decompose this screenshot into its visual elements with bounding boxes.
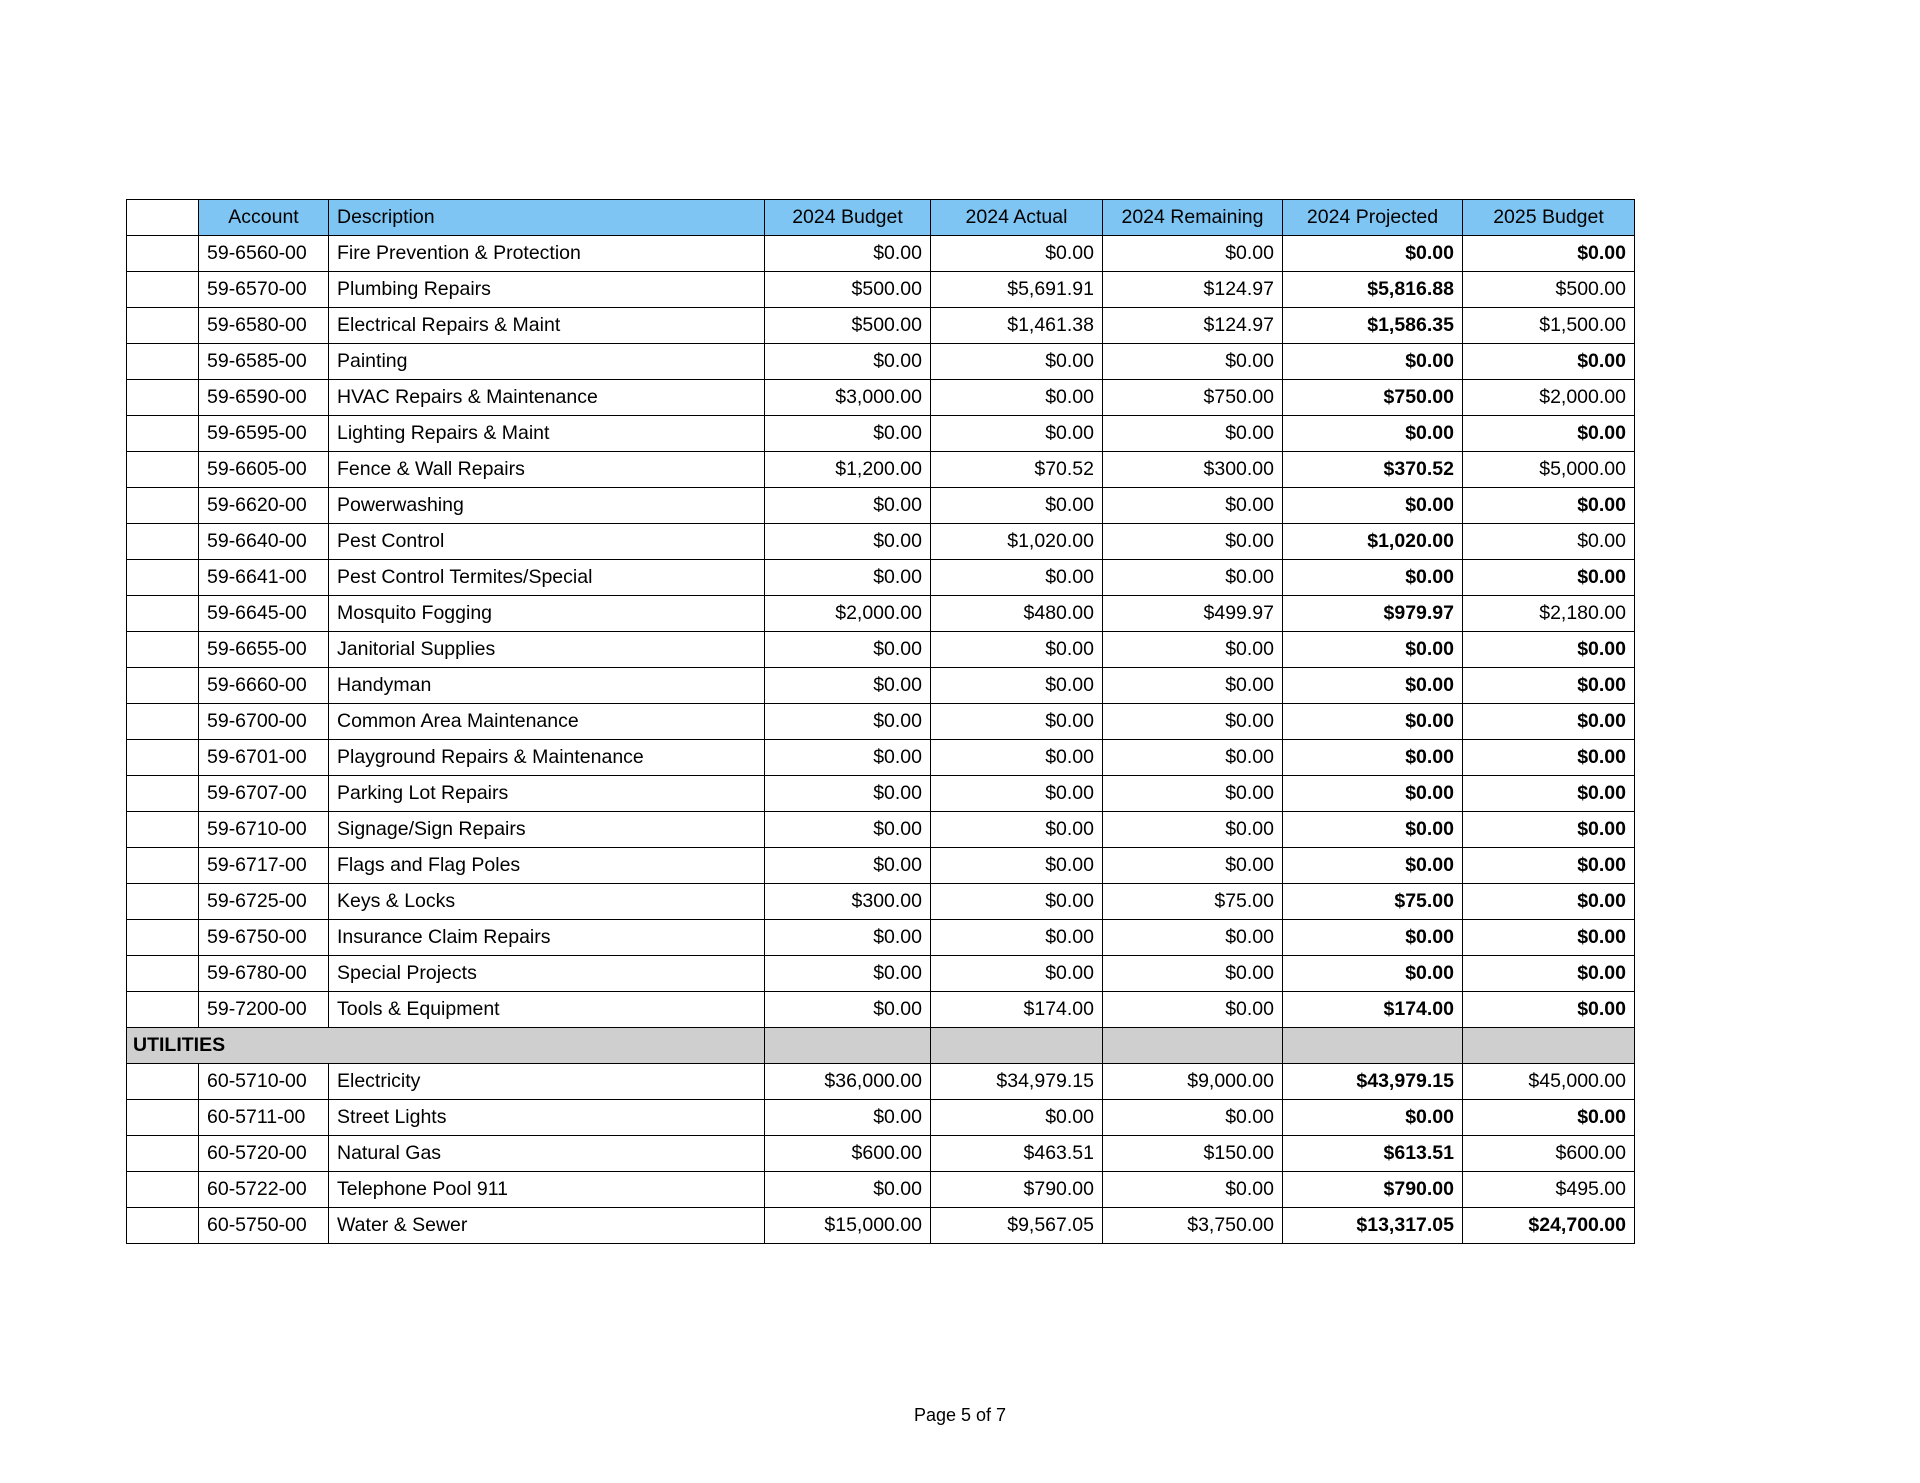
cell-account: 59-6620-00 [199, 488, 329, 524]
header-actual-2024: 2024 Actual [931, 200, 1103, 236]
cell-budget-2024: $15,000.00 [765, 1208, 931, 1244]
cell-remaining-2024: $0.00 [1103, 488, 1283, 524]
cell-budget-2025: $0.00 [1463, 1100, 1635, 1136]
cell-projected-2024: $0.00 [1283, 488, 1463, 524]
cell-budget-2024: $0.00 [765, 1172, 931, 1208]
row-marker-cell [127, 560, 199, 596]
cell-actual-2024: $463.51 [931, 1136, 1103, 1172]
cell-projected-2024: $0.00 [1283, 560, 1463, 596]
cell-remaining-2024: $0.00 [1103, 776, 1283, 812]
cell-remaining-2024: $0.00 [1103, 416, 1283, 452]
cell-projected-2024: $0.00 [1283, 632, 1463, 668]
table-section-row [127, 1028, 1635, 1064]
section-label: UTILITIES [127, 1028, 765, 1064]
table-row [127, 560, 1635, 596]
cell-remaining-2024: $0.00 [1103, 812, 1283, 848]
cell-projected-2024: $0.00 [1283, 812, 1463, 848]
table-header [127, 200, 1635, 236]
cell-projected-2024: $43,979.15 [1283, 1064, 1463, 1100]
cell-budget-2025: $0.00 [1463, 416, 1635, 452]
cell-actual-2024: $0.00 [931, 740, 1103, 776]
row-marker-cell [127, 1136, 199, 1172]
cell-actual-2024: $0.00 [931, 236, 1103, 272]
cell-description: Electricity [329, 1064, 765, 1100]
cell-account: 59-6640-00 [199, 524, 329, 560]
cell-account: 59-6750-00 [199, 920, 329, 956]
cell-budget-2025: $0.00 [1463, 524, 1635, 560]
row-marker-cell [127, 236, 199, 272]
table-row [127, 344, 1635, 380]
cell-description: Telephone Pool 911 [329, 1172, 765, 1208]
row-marker-cell [127, 596, 199, 632]
table-row [127, 884, 1635, 920]
table-row [127, 380, 1635, 416]
cell-budget-2025: $0.00 [1463, 812, 1635, 848]
cell-description: Mosquito Fogging [329, 596, 765, 632]
cell-account: 59-6570-00 [199, 272, 329, 308]
cell-account: 59-6717-00 [199, 848, 329, 884]
cell-budget-2025: $0.00 [1463, 632, 1635, 668]
cell-budget-2025: $0.00 [1463, 236, 1635, 272]
cell-budget-2025: $1,500.00 [1463, 308, 1635, 344]
cell-description: Electrical Repairs & Maint [329, 308, 765, 344]
cell-account: 60-5720-00 [199, 1136, 329, 1172]
row-marker-cell [127, 452, 199, 488]
table-row [127, 1208, 1635, 1244]
cell-description: Insurance Claim Repairs [329, 920, 765, 956]
cell-description: Common Area Maintenance [329, 704, 765, 740]
cell-actual-2024: $1,020.00 [931, 524, 1103, 560]
row-marker-cell [127, 704, 199, 740]
cell-account: 59-6710-00 [199, 812, 329, 848]
cell-account: 59-6605-00 [199, 452, 329, 488]
cell-budget-2024: $0.00 [765, 344, 931, 380]
header-account: Account [199, 200, 329, 236]
row-marker-cell [127, 632, 199, 668]
cell-budget-2024: $500.00 [765, 272, 931, 308]
cell-remaining-2024: $0.00 [1103, 1172, 1283, 1208]
cell-projected-2024: $0.00 [1283, 776, 1463, 812]
cell-account: 59-6580-00 [199, 308, 329, 344]
section-empty-cell [1103, 1028, 1283, 1064]
cell-account: 60-5710-00 [199, 1064, 329, 1100]
row-marker-cell [127, 668, 199, 704]
cell-budget-2024: $600.00 [765, 1136, 931, 1172]
cell-budget-2024: $0.00 [765, 416, 931, 452]
cell-account: 59-6641-00 [199, 560, 329, 596]
header-projected-2024: 2024 Projected [1283, 200, 1463, 236]
cell-description: Lighting Repairs & Maint [329, 416, 765, 452]
cell-remaining-2024: $124.97 [1103, 272, 1283, 308]
table-row [127, 992, 1635, 1028]
row-marker-cell [127, 812, 199, 848]
header-remaining-2024: 2024 Remaining [1103, 200, 1283, 236]
cell-budget-2024: $3,000.00 [765, 380, 931, 416]
cell-projected-2024: $0.00 [1283, 344, 1463, 380]
cell-description: Janitorial Supplies [329, 632, 765, 668]
cell-account: 59-6560-00 [199, 236, 329, 272]
cell-actual-2024: $1,461.38 [931, 308, 1103, 344]
cell-budget-2025: $0.00 [1463, 344, 1635, 380]
cell-budget-2024: $0.00 [765, 956, 931, 992]
cell-projected-2024: $750.00 [1283, 380, 1463, 416]
cell-actual-2024: $0.00 [931, 812, 1103, 848]
cell-projected-2024: $13,317.05 [1283, 1208, 1463, 1244]
cell-actual-2024: $0.00 [931, 668, 1103, 704]
table-row [127, 704, 1635, 740]
table-row [127, 956, 1635, 992]
cell-remaining-2024: $150.00 [1103, 1136, 1283, 1172]
cell-projected-2024: $75.00 [1283, 884, 1463, 920]
cell-projected-2024: $0.00 [1283, 740, 1463, 776]
cell-budget-2025: $0.00 [1463, 560, 1635, 596]
cell-remaining-2024: $750.00 [1103, 380, 1283, 416]
cell-actual-2024: $0.00 [931, 920, 1103, 956]
table-row [127, 1136, 1635, 1172]
table-body [127, 236, 1635, 1244]
cell-actual-2024: $0.00 [931, 884, 1103, 920]
table-row [127, 920, 1635, 956]
table-row [127, 452, 1635, 488]
cell-description: Painting [329, 344, 765, 380]
table-row [127, 524, 1635, 560]
cell-budget-2025: $0.00 [1463, 956, 1635, 992]
cell-account: 59-6645-00 [199, 596, 329, 632]
cell-remaining-2024: $0.00 [1103, 236, 1283, 272]
section-empty-cell [1463, 1028, 1635, 1064]
cell-account: 59-6707-00 [199, 776, 329, 812]
row-marker-cell [127, 920, 199, 956]
row-marker-cell [127, 272, 199, 308]
row-marker-cell [127, 848, 199, 884]
cell-budget-2025: $0.00 [1463, 488, 1635, 524]
cell-actual-2024: $0.00 [931, 704, 1103, 740]
cell-budget-2024: $1,200.00 [765, 452, 931, 488]
cell-description: Street Lights [329, 1100, 765, 1136]
cell-actual-2024: $34,979.15 [931, 1064, 1103, 1100]
header-row [127, 200, 1635, 236]
cell-budget-2024: $500.00 [765, 308, 931, 344]
section-empty-cell [765, 1028, 931, 1064]
cell-description: Keys & Locks [329, 884, 765, 920]
cell-budget-2024: $0.00 [765, 632, 931, 668]
table-row [127, 416, 1635, 452]
cell-account: 60-5750-00 [199, 1208, 329, 1244]
cell-projected-2024: $0.00 [1283, 704, 1463, 740]
cell-projected-2024: $0.00 [1283, 920, 1463, 956]
cell-projected-2024: $174.00 [1283, 992, 1463, 1028]
cell-projected-2024: $979.97 [1283, 596, 1463, 632]
cell-budget-2025: $0.00 [1463, 704, 1635, 740]
cell-budget-2025: $0.00 [1463, 668, 1635, 704]
cell-budget-2025: $0.00 [1463, 776, 1635, 812]
cell-remaining-2024: $3,750.00 [1103, 1208, 1283, 1244]
cell-actual-2024: $0.00 [931, 1100, 1103, 1136]
cell-remaining-2024: $0.00 [1103, 848, 1283, 884]
cell-projected-2024: $5,816.88 [1283, 272, 1463, 308]
cell-projected-2024: $1,020.00 [1283, 524, 1463, 560]
cell-remaining-2024: $0.00 [1103, 632, 1283, 668]
cell-remaining-2024: $0.00 [1103, 524, 1283, 560]
cell-budget-2024: $0.00 [765, 992, 931, 1028]
table-row [127, 596, 1635, 632]
row-marker-cell [127, 416, 199, 452]
cell-projected-2024: $370.52 [1283, 452, 1463, 488]
section-empty-cell [931, 1028, 1103, 1064]
cell-account: 59-6660-00 [199, 668, 329, 704]
cell-budget-2024: $0.00 [765, 812, 931, 848]
cell-description: Plumbing Repairs [329, 272, 765, 308]
row-marker-cell [127, 344, 199, 380]
cell-budget-2024: $0.00 [765, 524, 931, 560]
cell-budget-2025: $0.00 [1463, 920, 1635, 956]
cell-projected-2024: $0.00 [1283, 1100, 1463, 1136]
row-marker-cell [127, 992, 199, 1028]
row-marker-cell [127, 380, 199, 416]
cell-description: Special Projects [329, 956, 765, 992]
cell-budget-2024: $300.00 [765, 884, 931, 920]
cell-description: Signage/Sign Repairs [329, 812, 765, 848]
header-budget-2025: 2025 Budget [1463, 200, 1635, 236]
cell-remaining-2024: $9,000.00 [1103, 1064, 1283, 1100]
cell-projected-2024: $790.00 [1283, 1172, 1463, 1208]
cell-budget-2024: $2,000.00 [765, 596, 931, 632]
table-row [127, 668, 1635, 704]
cell-actual-2024: $174.00 [931, 992, 1103, 1028]
cell-remaining-2024: $0.00 [1103, 560, 1283, 596]
cell-account: 60-5722-00 [199, 1172, 329, 1208]
cell-actual-2024: $9,567.05 [931, 1208, 1103, 1244]
cell-description: Pest Control Termites/Special [329, 560, 765, 596]
cell-budget-2024: $0.00 [765, 560, 931, 596]
cell-budget-2025: $0.00 [1463, 740, 1635, 776]
cell-actual-2024: $790.00 [931, 1172, 1103, 1208]
cell-actual-2024: $0.00 [931, 344, 1103, 380]
cell-description: HVAC Repairs & Maintenance [329, 380, 765, 416]
row-marker-cell [127, 524, 199, 560]
cell-account: 59-6595-00 [199, 416, 329, 452]
row-marker-cell [127, 1100, 199, 1136]
cell-actual-2024: $0.00 [931, 848, 1103, 884]
cell-description: Parking Lot Repairs [329, 776, 765, 812]
cell-budget-2025: $0.00 [1463, 992, 1635, 1028]
cell-budget-2025: $24,700.00 [1463, 1208, 1635, 1244]
cell-budget-2024: $0.00 [765, 1100, 931, 1136]
cell-description: Pest Control [329, 524, 765, 560]
table-row [127, 1064, 1635, 1100]
cell-budget-2025: $600.00 [1463, 1136, 1635, 1172]
cell-budget-2025: $5,000.00 [1463, 452, 1635, 488]
header-budget-2024: 2024 Budget [765, 200, 931, 236]
cell-budget-2025: $2,000.00 [1463, 380, 1635, 416]
cell-budget-2025: $45,000.00 [1463, 1064, 1635, 1100]
cell-budget-2024: $0.00 [765, 704, 931, 740]
cell-remaining-2024: $124.97 [1103, 308, 1283, 344]
table-row [127, 776, 1635, 812]
cell-remaining-2024: $0.00 [1103, 704, 1283, 740]
cell-remaining-2024: $499.97 [1103, 596, 1283, 632]
cell-budget-2024: $36,000.00 [765, 1064, 931, 1100]
cell-projected-2024: $0.00 [1283, 956, 1463, 992]
cell-budget-2024: $0.00 [765, 920, 931, 956]
table-row [127, 308, 1635, 344]
cell-description: Natural Gas [329, 1136, 765, 1172]
cell-projected-2024: $1,586.35 [1283, 308, 1463, 344]
cell-budget-2024: $0.00 [765, 776, 931, 812]
cell-budget-2025: $500.00 [1463, 272, 1635, 308]
cell-description: Water & Sewer [329, 1208, 765, 1244]
table-row [127, 740, 1635, 776]
table-row [127, 488, 1635, 524]
cell-budget-2024: $0.00 [765, 848, 931, 884]
cell-remaining-2024: $75.00 [1103, 884, 1283, 920]
header-description: Description [329, 200, 765, 236]
cell-remaining-2024: $300.00 [1103, 452, 1283, 488]
cell-account: 59-6725-00 [199, 884, 329, 920]
cell-actual-2024: $0.00 [931, 380, 1103, 416]
table-row [127, 848, 1635, 884]
table-row [127, 632, 1635, 668]
cell-actual-2024: $70.52 [931, 452, 1103, 488]
table-row [127, 812, 1635, 848]
cell-remaining-2024: $0.00 [1103, 992, 1283, 1028]
cell-actual-2024: $0.00 [931, 956, 1103, 992]
cell-budget-2025: $2,180.00 [1463, 596, 1635, 632]
cell-description: Playground Repairs & Maintenance [329, 740, 765, 776]
table-row [127, 1100, 1635, 1136]
cell-actual-2024: $0.00 [931, 776, 1103, 812]
row-marker-cell [127, 308, 199, 344]
cell-remaining-2024: $0.00 [1103, 1100, 1283, 1136]
cell-budget-2025: $0.00 [1463, 848, 1635, 884]
row-marker-cell [127, 956, 199, 992]
cell-account: 59-7200-00 [199, 992, 329, 1028]
cell-account: 59-6590-00 [199, 380, 329, 416]
cell-description: Tools & Equipment [329, 992, 765, 1028]
cell-projected-2024: $0.00 [1283, 236, 1463, 272]
row-marker-cell [127, 884, 199, 920]
row-marker-cell [127, 488, 199, 524]
cell-remaining-2024: $0.00 [1103, 668, 1283, 704]
cell-projected-2024: $0.00 [1283, 848, 1463, 884]
cell-description: Handyman [329, 668, 765, 704]
cell-budget-2024: $0.00 [765, 236, 931, 272]
cell-actual-2024: $0.00 [931, 560, 1103, 596]
cell-actual-2024: $5,691.91 [931, 272, 1103, 308]
cell-description: Fire Prevention & Protection [329, 236, 765, 272]
cell-budget-2024: $0.00 [765, 740, 931, 776]
cell-account: 59-6701-00 [199, 740, 329, 776]
row-marker-cell [127, 740, 199, 776]
table-row [127, 272, 1635, 308]
cell-budget-2024: $0.00 [765, 668, 931, 704]
section-empty-cell [1283, 1028, 1463, 1064]
table-row [127, 236, 1635, 272]
row-marker-cell [127, 1172, 199, 1208]
cell-remaining-2024: $0.00 [1103, 920, 1283, 956]
cell-projected-2024: $613.51 [1283, 1136, 1463, 1172]
cell-account: 60-5711-00 [199, 1100, 329, 1136]
row-marker-cell [127, 776, 199, 812]
budget-table [126, 199, 1635, 1244]
cell-budget-2024: $0.00 [765, 488, 931, 524]
cell-account: 59-6780-00 [199, 956, 329, 992]
cell-projected-2024: $0.00 [1283, 668, 1463, 704]
cell-remaining-2024: $0.00 [1103, 344, 1283, 380]
cell-budget-2025: $0.00 [1463, 884, 1635, 920]
cell-description: Powerwashing [329, 488, 765, 524]
cell-budget-2025: $495.00 [1463, 1172, 1635, 1208]
cell-actual-2024: $480.00 [931, 596, 1103, 632]
cell-actual-2024: $0.00 [931, 488, 1103, 524]
row-marker-cell [127, 1208, 199, 1244]
cell-projected-2024: $0.00 [1283, 416, 1463, 452]
cell-account: 59-6700-00 [199, 704, 329, 740]
cell-description: Flags and Flag Poles [329, 848, 765, 884]
cell-account: 59-6585-00 [199, 344, 329, 380]
header-blank [127, 200, 199, 236]
cell-account: 59-6655-00 [199, 632, 329, 668]
page-footer: Page 5 of 7 [913, 1405, 1007, 1425]
row-marker-cell [127, 1064, 199, 1100]
cell-description: Fence & Wall Repairs [329, 452, 765, 488]
cell-remaining-2024: $0.00 [1103, 956, 1283, 992]
cell-actual-2024: $0.00 [931, 632, 1103, 668]
table-row [127, 1172, 1635, 1208]
cell-remaining-2024: $0.00 [1103, 740, 1283, 776]
cell-actual-2024: $0.00 [931, 416, 1103, 452]
